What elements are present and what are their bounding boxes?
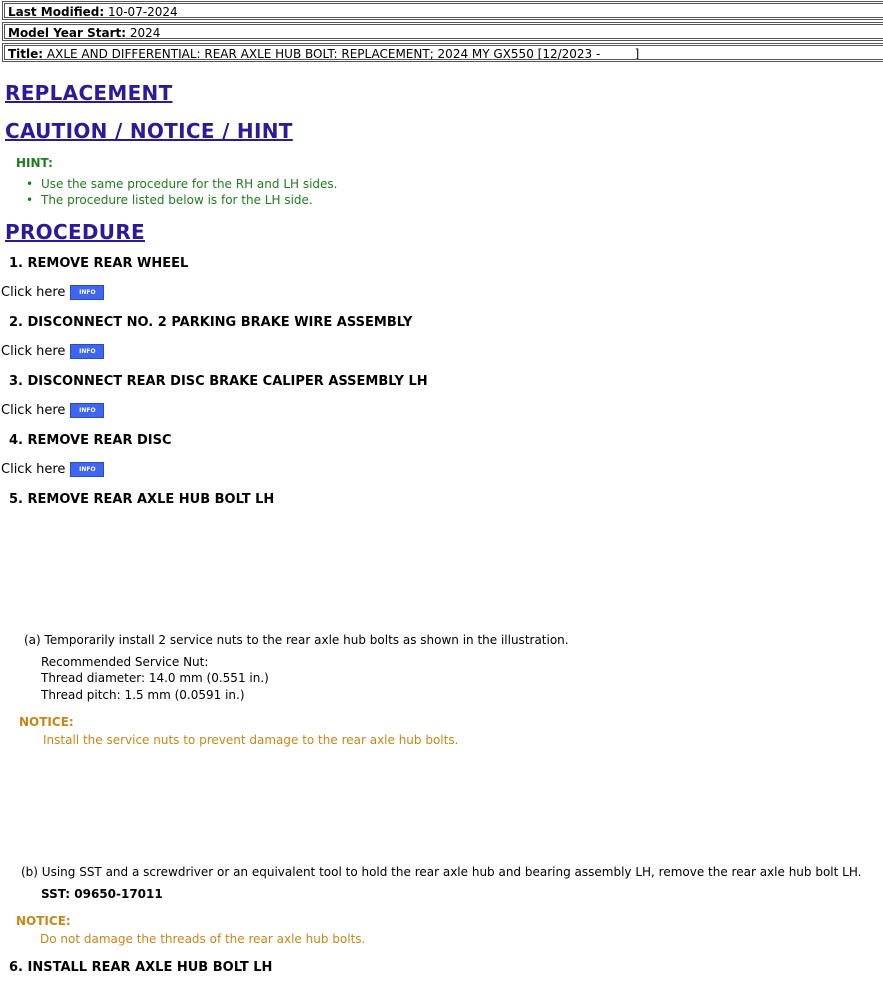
model-year-row xyxy=(2,22,883,41)
click-here-text: Click here xyxy=(1,285,66,300)
step-2-title: 2. DISCONNECT NO. 2 PARKING BRAKE WIRE ASSEMBLY xyxy=(9,315,413,330)
hint-title: HINT: xyxy=(16,156,53,170)
notice-text: Do not damage the threads of the rear axle hub bolts. xyxy=(40,932,366,946)
last-modified-row xyxy=(2,1,883,20)
step-5b-text: (b) Using SST and a screwdriver or an equivalent tool to hold the rear axle hub and bearing assembly LH, remove the rear axle hub bolt LH. xyxy=(21,865,862,879)
step-3-link-row xyxy=(1,403,104,418)
info-button[interactable]: INFO xyxy=(70,403,104,418)
title-row xyxy=(2,43,883,62)
title-label: Title: xyxy=(8,47,44,61)
step-6-title: 6. INSTALL REAR AXLE HUB BOLT LH xyxy=(9,960,273,975)
step-5-title: 5. REMOVE REAR AXLE HUB BOLT LH xyxy=(9,492,275,507)
click-here-text: Click here xyxy=(1,344,66,359)
info-button[interactable]: INFO xyxy=(70,462,104,477)
notice-title: NOTICE: xyxy=(19,715,74,729)
thread-diameter: Thread diameter: 14.0 mm (0.551 in.) xyxy=(41,671,269,685)
step-1-link-row xyxy=(1,285,104,300)
heading-replacement[interactable]: REPLACEMENT xyxy=(5,81,173,105)
step-4-link-row xyxy=(1,462,104,477)
notice-text: Install the service nuts to prevent damage to the rear axle hub bolts. xyxy=(43,733,459,747)
click-here-text: Click here xyxy=(1,403,66,418)
model-year-label: Model Year Start: xyxy=(8,26,127,40)
heading-procedure[interactable]: PROCEDURE xyxy=(5,220,146,244)
step-3-title: 3. DISCONNECT REAR DISC BRAKE CALIPER ASSEMBLY LH xyxy=(9,374,428,389)
info-button[interactable]: INFO xyxy=(70,344,104,359)
title-value: AXLE AND DIFFERENTIAL: REAR AXLE HUB BOLT: REPLACEMENT; 2024 MY GX550 [12/2023 - ] xyxy=(46,47,640,61)
model-year-value: 2024 xyxy=(129,26,161,40)
click-here-text: Click here xyxy=(1,462,66,477)
info-button[interactable]: INFO xyxy=(70,285,104,300)
thread-pitch: Thread pitch: 1.5 mm (0.0591 in.) xyxy=(41,688,245,702)
sst-number: SST: 09650-17011 xyxy=(41,887,163,901)
last-modified-label: Last Modified: xyxy=(8,5,105,19)
last-modified-value: 10-07-2024 xyxy=(107,5,178,19)
notice-title: NOTICE: xyxy=(16,914,71,928)
heading-caution-notice-hint[interactable]: CAUTION / NOTICE / HINT xyxy=(5,119,293,143)
step-4-title: 4. REMOVE REAR DISC xyxy=(9,433,172,448)
hint-item: • Use the same procedure for the RH and LH sides. xyxy=(24,176,338,192)
step-2-link-row xyxy=(1,344,104,359)
hint-list xyxy=(24,176,338,208)
step-5a-text: (a) Temporarily install 2 service nuts to the rear axle hub bolts as shown in the illustration. xyxy=(24,633,569,647)
step-1-title: 1. REMOVE REAR WHEEL xyxy=(9,256,189,271)
service-nut-title: Recommended Service Nut: xyxy=(41,655,209,669)
hint-item: • The procedure listed below is for the LH side. xyxy=(24,192,338,208)
